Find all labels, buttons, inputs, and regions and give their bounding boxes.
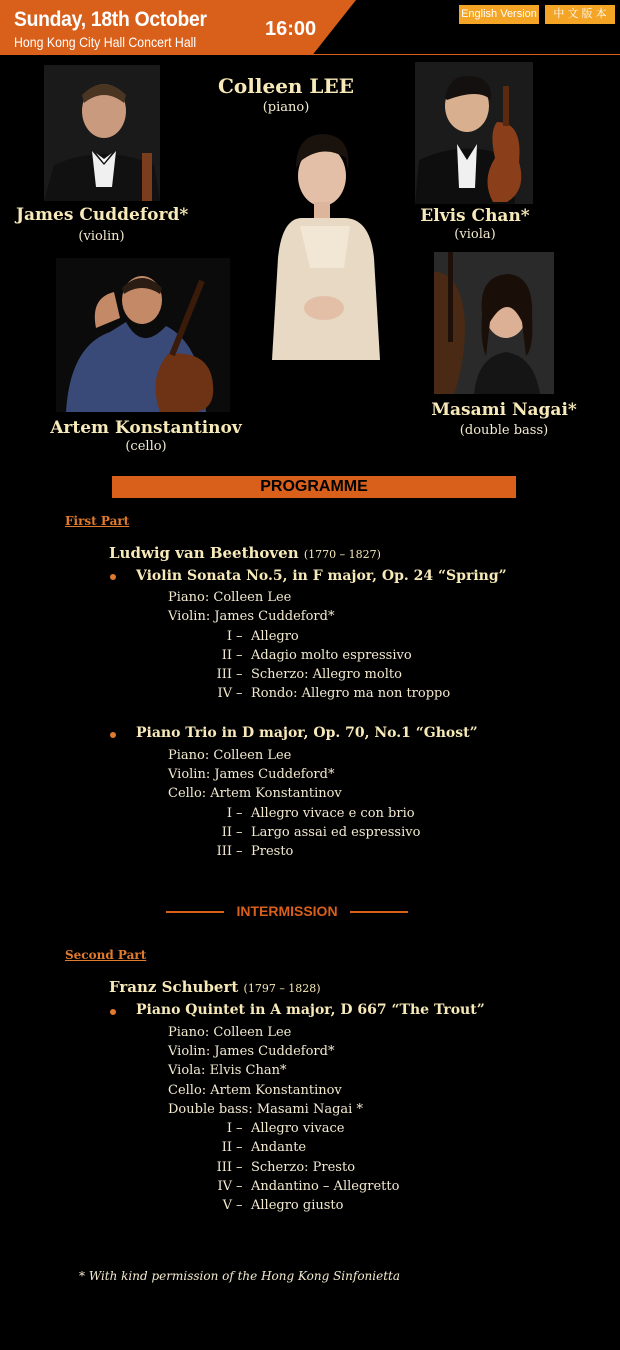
performer-line: Piano: Colleen Lee bbox=[168, 748, 292, 763]
artist-photo-james-cuddeford bbox=[44, 65, 160, 201]
movement-title: Scherzo: Allegro molto bbox=[251, 667, 402, 682]
movement-title: Scherzo: Presto bbox=[251, 1160, 356, 1175]
composer-name: Ludwig van Beethoven bbox=[109, 544, 299, 562]
artist-photo-colleen-lee bbox=[252, 118, 402, 360]
artist-photo-elvis-chan bbox=[415, 62, 533, 204]
footnote: * With kind permission of the Hong Kong Sinfonietta bbox=[79, 1269, 401, 1283]
movement-number: V bbox=[222, 1198, 232, 1213]
composer-name: Franz Schubert bbox=[109, 978, 239, 996]
work-title-violin-sonata: Violin Sonata No.5, in F major, Op. 24 “Spring” bbox=[136, 568, 507, 584]
movement-number: I bbox=[226, 1121, 232, 1136]
chinese-version-button[interactable]: 中 文 版 本 bbox=[545, 5, 615, 24]
composer-years: (1770 – 1827) bbox=[303, 548, 381, 561]
movement-dash: – bbox=[236, 629, 243, 644]
first-part-heading: First Part bbox=[65, 514, 130, 528]
work-title-piano-quintet: Piano Quintet in A major, D 667 “The Trout” bbox=[136, 1002, 485, 1018]
movement-dash: – bbox=[236, 825, 243, 840]
performer-line: Piano: Colleen Lee bbox=[168, 1025, 292, 1040]
movement-title: Largo assai ed espressivo bbox=[251, 825, 421, 840]
movement-number: III bbox=[216, 1160, 232, 1175]
composer-schubert bbox=[109, 978, 321, 996]
artist-instrument-cello: (cello) bbox=[125, 439, 167, 454]
bullet-icon bbox=[110, 732, 116, 738]
movement-dash: – bbox=[236, 1140, 243, 1155]
intermission-label: INTERMISSION bbox=[236, 903, 338, 919]
artist-instrument-viola: (viola) bbox=[454, 227, 496, 242]
artist-instrument-double-bass: (double bass) bbox=[459, 423, 549, 438]
header bbox=[0, 0, 620, 55]
movement-number: IV bbox=[217, 1179, 232, 1194]
divider-line bbox=[350, 911, 408, 913]
artist-instrument-piano: (piano) bbox=[262, 100, 310, 115]
performer-line: Violin: James Cuddeford* bbox=[168, 609, 335, 624]
performer-line: Piano: Colleen Lee bbox=[168, 590, 292, 605]
artist-name-james-cuddeford: James Cuddeford* bbox=[16, 205, 189, 225]
performer-line: Violin: James Cuddeford* bbox=[168, 1044, 335, 1059]
movement-number: I bbox=[226, 806, 232, 821]
performer-line: Violin: James Cuddeford* bbox=[168, 767, 335, 782]
movement-title: Andantino – Allegretto bbox=[251, 1179, 400, 1194]
concert-venue: Hong Kong City Hall Concert Hall bbox=[14, 34, 197, 50]
movement-number: III bbox=[216, 667, 232, 682]
artist-name-colleen-lee: Colleen LEE bbox=[218, 74, 354, 98]
movement-dash: – bbox=[236, 1179, 243, 1194]
movement-number: II bbox=[221, 648, 232, 663]
movement-dash: – bbox=[236, 1198, 243, 1213]
concert-time: 16:00 bbox=[265, 18, 317, 40]
performer-line: Double bass: Masami Nagai * bbox=[168, 1102, 363, 1117]
second-part-heading: Second Part bbox=[65, 948, 147, 962]
performer-line: Cello: Artem Konstantinov bbox=[168, 786, 342, 801]
programme-heading: PROGRAMME bbox=[112, 476, 516, 498]
artist-name-artem-konstantinov: Artem Konstantinov bbox=[50, 418, 242, 438]
work-title-piano-trio: Piano Trio in D major, Op. 70, No.1 “Ghost” bbox=[136, 725, 478, 741]
movement-title: Presto bbox=[251, 844, 294, 859]
movement-dash: – bbox=[236, 667, 243, 682]
composer-beethoven bbox=[109, 544, 381, 562]
artist-photo-artem-konstantinov bbox=[56, 258, 230, 412]
movement-dash: – bbox=[236, 806, 243, 821]
performer-line: Viola: Elvis Chan* bbox=[168, 1063, 287, 1078]
movement-number: IV bbox=[217, 686, 232, 701]
movement-title: Rondo: Allegro ma non troppo bbox=[251, 686, 451, 701]
artist-name-masami-nagai: Masami Nagai* bbox=[431, 400, 577, 420]
artist-photo-masami-nagai bbox=[434, 252, 554, 394]
concert-date: Sunday, 18th October bbox=[14, 8, 207, 31]
bullet-icon bbox=[110, 1009, 116, 1015]
artist-instrument-violin: (violin) bbox=[78, 229, 125, 244]
movement-title: Allegro giusto bbox=[251, 1198, 344, 1213]
performer-line: Cello: Artem Konstantinov bbox=[168, 1083, 342, 1098]
movement-number: I bbox=[226, 629, 232, 644]
movement-title: Allegro vivace bbox=[251, 1121, 345, 1136]
movement-dash: – bbox=[236, 1160, 243, 1175]
english-version-button[interactable]: English Version bbox=[459, 5, 539, 24]
movement-number: II bbox=[221, 825, 232, 840]
composer-years: (1797 – 1828) bbox=[243, 982, 321, 995]
movement-number: II bbox=[221, 1140, 232, 1155]
movement-dash: – bbox=[236, 1121, 243, 1136]
movement-title: Adagio molto espressivo bbox=[251, 648, 412, 663]
movement-title: Allegro bbox=[251, 629, 299, 644]
bullet-icon bbox=[110, 574, 116, 580]
movement-number: III bbox=[216, 844, 232, 859]
movement-dash: – bbox=[236, 648, 243, 663]
movement-title: Andante bbox=[251, 1140, 307, 1155]
movement-dash: – bbox=[236, 844, 243, 859]
movement-title: Allegro vivace e con brio bbox=[251, 806, 415, 821]
artist-name-elvis-chan: Elvis Chan* bbox=[420, 206, 530, 226]
movement-dash: – bbox=[236, 686, 243, 701]
